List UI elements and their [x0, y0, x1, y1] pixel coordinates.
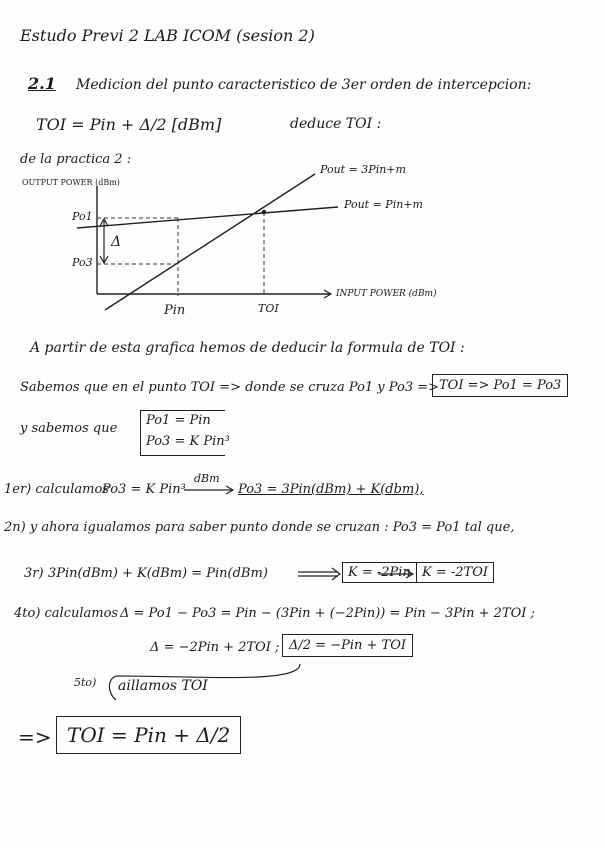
step1-text: Po3 = K Pin³ — [102, 482, 186, 497]
system-eq-2: Po3 = K Pin³ — [146, 434, 230, 449]
step5-text: aillamos TOI — [118, 678, 208, 694]
step3-text: 3Pin(dBm) + K(dBm) = Pin(dBm) — [48, 566, 268, 581]
delta-label: Δ — [111, 234, 122, 250]
final-formula: TOI = Pin + Δ/2 — [56, 716, 241, 754]
step3-label: 3r) — [24, 566, 44, 581]
step3-box-1: K = -2Pin — [342, 562, 417, 583]
deduce-label: deduce TOI : — [290, 116, 382, 132]
x-tick-pin: Pin — [164, 303, 186, 318]
step1-arrow-label: dBm — [194, 472, 220, 485]
practice-ref: de la practica 2 : — [20, 152, 132, 167]
section-number: 2.1 — [28, 74, 56, 93]
x-tick-toi: TOI — [258, 302, 279, 315]
x-axis-label: INPUT POWER (dBm) — [336, 289, 437, 299]
step3-box-2: K = -2TOI — [416, 562, 494, 583]
step1-result: Po3 = 3Pin(dBm) + K(dbm), — [238, 482, 424, 497]
y-tick-po3: Po3 — [72, 256, 93, 269]
formula-top: TOI = Pin + Δ/2 [dBm] — [36, 115, 222, 134]
intro-text: A partir de esta grafica hemos de deducir la formula de TOI : — [30, 340, 465, 356]
document-header: Estudo Previ 2 LAB ICOM (sesion 2) — [20, 26, 315, 45]
step2-text: 2n) y ahora igualamos para saber punto donde se cruzan : Po3 = Po1 tal que, — [4, 520, 515, 535]
box-toi-cross: TOI => Po1 = Po3 — [432, 374, 568, 397]
system-eq-1: Po1 = Pin — [146, 413, 211, 428]
step1-label: 1er) calculamos — [4, 482, 109, 497]
label-line-pin: Pout = Pin+m — [344, 198, 423, 211]
label-line-3pin: Pout = 3Pin+m — [320, 163, 406, 176]
section-title: Medicion del punto caracteristico de 3er orden de intercepcion: — [76, 77, 532, 93]
y-tick-po1: Po1 — [72, 210, 93, 223]
step5-label: 5to) — [74, 676, 97, 689]
final-arrow: => — [18, 725, 52, 749]
y-axis-label: OUTPUT POWER (dBm) — [22, 178, 120, 187]
step4-text: Δ = Po1 − Po3 = Pin − (3Pin + (−2Pin)) = Pin − 3Pin + 2TOI ; — [120, 606, 535, 621]
step4-label: 4to) calculamos — [14, 606, 119, 621]
know-line-1: Sabemos que en el punto TOI => donde se cruza Po1 y Po3 => — [20, 380, 440, 395]
know-line-2: y sabemos que — [20, 421, 118, 436]
step4-line2: Δ = −2Pin + 2TOI ; — [150, 640, 280, 655]
step4-box: Δ/2 = −Pin + TOI — [282, 634, 413, 657]
